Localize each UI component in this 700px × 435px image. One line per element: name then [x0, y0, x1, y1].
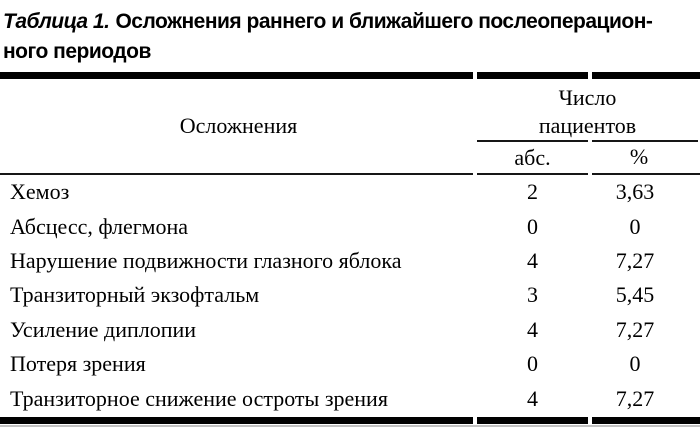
cell-abs: 3 — [527, 282, 538, 308]
table-row — [0, 175, 700, 209]
cell-percent: 0 — [629, 213, 641, 239]
column-header-percent: % — [629, 144, 649, 169]
cell-complication: Транзиторное снижение остроты зрения — [10, 385, 388, 411]
cell-percent: 5,45 — [615, 282, 655, 308]
cell-percent: 7,27 — [615, 385, 655, 411]
table-row — [0, 347, 700, 381]
cell-abs: 4 — [527, 316, 538, 342]
table-caption — [3, 7, 700, 67]
cell-percent: 7,27 — [615, 316, 655, 342]
rule-gap — [588, 72, 592, 79]
cell-complication: Абсцесс, флегмона — [10, 213, 188, 239]
column-header-abs: абс. — [514, 145, 551, 170]
caption-table-number: Таблица 1. — [3, 10, 110, 33]
caption-line-1 — [3, 7, 700, 37]
rule-gap — [588, 417, 592, 424]
table-row — [0, 244, 700, 278]
cell-abs: 2 — [527, 179, 538, 205]
caption-title-text: Осложнения раннего и ближайшего послеоперацион- — [115, 10, 653, 33]
cell-abs: 0 — [527, 351, 538, 377]
table-row — [0, 313, 700, 347]
cell-abs: 0 — [527, 213, 538, 239]
caption-line-2: ного периодов — [3, 40, 151, 63]
column-header-complications: Осложнения — [179, 113, 298, 138]
patients-group-underline — [477, 140, 698, 142]
cell-percent: 7,27 — [615, 248, 655, 274]
table-top-rule — [0, 72, 700, 79]
table-row — [0, 278, 700, 312]
rule-gap — [473, 72, 477, 79]
cell-abs: 4 — [527, 385, 538, 411]
table-bottom-rule-shadow — [0, 425, 700, 427]
table-row — [0, 209, 700, 243]
cell-complication: Хемоз — [10, 179, 70, 205]
cell-percent: 0 — [629, 351, 641, 377]
rule-gap — [473, 417, 477, 424]
table-row — [0, 382, 700, 416]
table-bottom-rule — [0, 417, 700, 424]
column-header-patients-line2: пациентов — [538, 113, 637, 138]
cell-complication: Транзиторный экзофтальм — [10, 282, 260, 308]
cell-abs: 4 — [527, 248, 538, 274]
table-body — [0, 175, 700, 416]
column-header-patients-line1: Число — [558, 85, 617, 110]
cell-complication: Усиление диплопии — [10, 316, 197, 342]
cell-percent: 3,63 — [615, 179, 655, 205]
column-header-patients-count — [477, 84, 698, 140]
cell-complication: Потеря зрения — [10, 351, 146, 377]
cell-complication: Нарушение подвижности глазного яблока — [10, 248, 402, 274]
rule-gap — [588, 140, 592, 142]
